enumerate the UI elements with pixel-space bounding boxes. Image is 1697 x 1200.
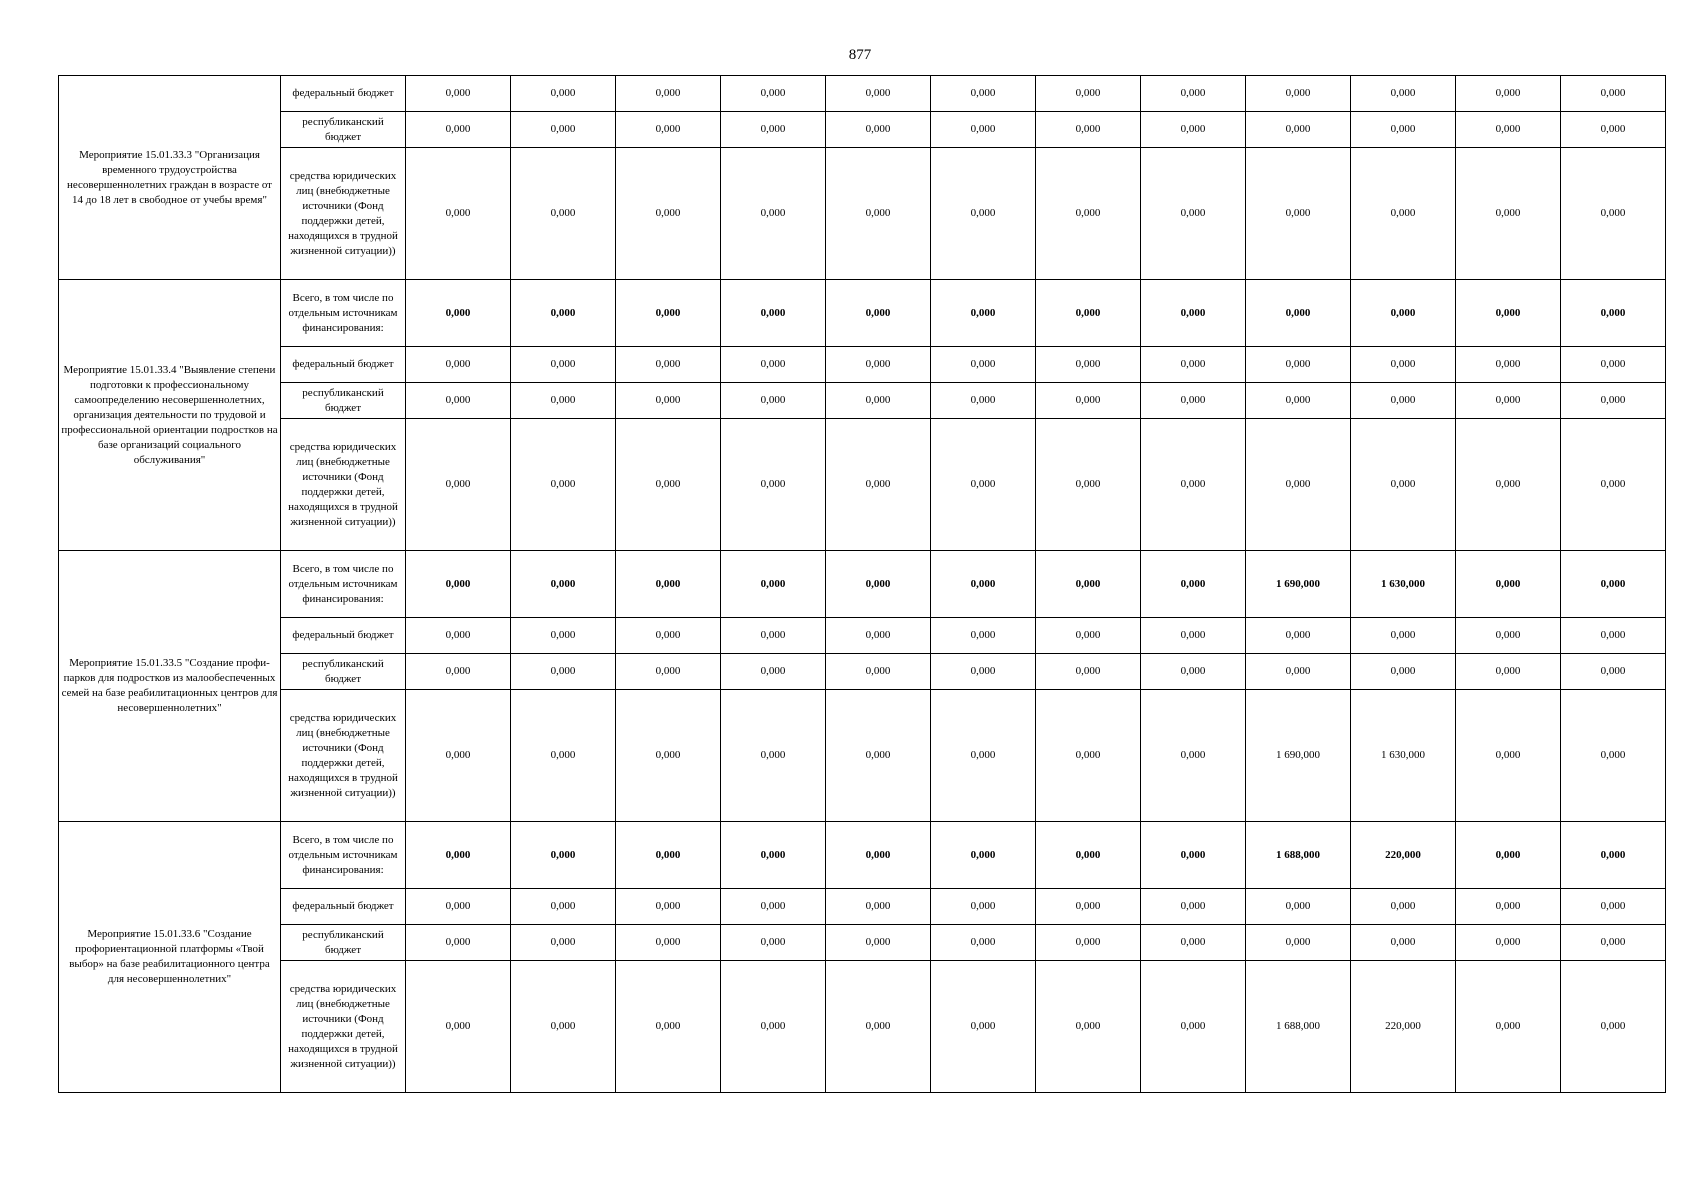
total-value-cell: 0,000	[931, 280, 1036, 347]
value-cell: 0,000	[1246, 76, 1351, 112]
value-cell: 0,000	[826, 654, 931, 690]
value-cell: 0,000	[931, 112, 1036, 148]
value-cell: 0,000	[721, 383, 826, 419]
total-value-cell: 0,000	[1036, 551, 1141, 618]
value-cell: 0,000	[721, 654, 826, 690]
table-row	[59, 889, 1666, 925]
value-cell: 0,000	[1351, 347, 1456, 383]
value-cell: 0,000	[1456, 889, 1561, 925]
total-value-cell: 0,000	[1141, 551, 1246, 618]
table-row	[59, 76, 1666, 112]
value-cell: 0,000	[406, 961, 511, 1093]
total-value-cell: 0,000	[721, 551, 826, 618]
value-cell: 0,000	[1036, 889, 1141, 925]
value-cell: 0,000	[1141, 618, 1246, 654]
value-cell: 0,000	[1561, 654, 1666, 690]
value-cell: 0,000	[616, 347, 721, 383]
value-cell: 0,000	[511, 419, 616, 551]
value-cell: 0,000	[931, 148, 1036, 280]
value-cell: 0,000	[1141, 112, 1246, 148]
value-cell: 0,000	[931, 76, 1036, 112]
value-cell: 0,000	[1456, 347, 1561, 383]
value-cell: 0,000	[1561, 148, 1666, 280]
value-cell: 0,000	[616, 961, 721, 1093]
measure-cell	[59, 551, 281, 822]
value-cell: 0,000	[1246, 618, 1351, 654]
total-value-cell: 0,000	[1456, 822, 1561, 889]
total-value-cell: 0,000	[616, 280, 721, 347]
value-cell: 0,000	[1561, 889, 1666, 925]
funding-source-cell: Всего, в том числе по отдельным источникам финансирования:	[281, 551, 406, 618]
total-value-cell: 1 630,000	[1351, 551, 1456, 618]
table-row	[59, 419, 1666, 551]
value-cell: 0,000	[1561, 618, 1666, 654]
value-cell: 220,000	[1351, 961, 1456, 1093]
value-cell: 0,000	[406, 889, 511, 925]
value-cell: 0,000	[1036, 925, 1141, 961]
value-cell: 0,000	[721, 148, 826, 280]
value-cell: 0,000	[511, 925, 616, 961]
value-cell: 0,000	[616, 925, 721, 961]
value-cell: 0,000	[1561, 76, 1666, 112]
total-value-cell: 0,000	[406, 822, 511, 889]
value-cell: 0,000	[721, 925, 826, 961]
funding-source-cell: федеральный бюджет	[281, 618, 406, 654]
value-cell: 0,000	[721, 961, 826, 1093]
value-cell: 0,000	[826, 148, 931, 280]
value-cell: 0,000	[616, 76, 721, 112]
value-cell: 0,000	[1561, 419, 1666, 551]
total-value-cell: 0,000	[1036, 280, 1141, 347]
value-cell: 0,000	[1036, 383, 1141, 419]
value-cell: 0,000	[511, 654, 616, 690]
value-cell: 0,000	[1351, 148, 1456, 280]
value-cell: 0,000	[1561, 690, 1666, 822]
funding-source-cell: республиканский бюджет	[281, 112, 406, 148]
value-cell: 0,000	[1036, 654, 1141, 690]
value-cell: 0,000	[826, 347, 931, 383]
funding-source-cell: республиканский бюджет	[281, 925, 406, 961]
total-value-cell: 0,000	[406, 280, 511, 347]
total-value-cell: 0,000	[1246, 280, 1351, 347]
value-cell: 0,000	[406, 383, 511, 419]
value-cell: 0,000	[721, 419, 826, 551]
value-cell: 0,000	[1036, 112, 1141, 148]
value-cell: 0,000	[1246, 925, 1351, 961]
value-cell: 0,000	[1141, 654, 1246, 690]
total-value-cell: 0,000	[616, 551, 721, 618]
value-cell: 0,000	[826, 690, 931, 822]
table-row	[59, 822, 1666, 889]
value-cell: 0,000	[1351, 654, 1456, 690]
value-cell: 0,000	[1246, 112, 1351, 148]
total-value-cell: 0,000	[1141, 280, 1246, 347]
value-cell: 0,000	[1246, 347, 1351, 383]
total-value-cell: 0,000	[511, 551, 616, 618]
value-cell: 0,000	[1456, 925, 1561, 961]
measure-cell	[59, 280, 281, 551]
funding-source-cell: федеральный бюджет	[281, 889, 406, 925]
value-cell: 0,000	[721, 618, 826, 654]
total-value-cell: 0,000	[931, 551, 1036, 618]
total-value-cell: 0,000	[1351, 280, 1456, 347]
value-cell: 0,000	[721, 690, 826, 822]
value-cell: 0,000	[1036, 618, 1141, 654]
table-row	[59, 961, 1666, 1093]
value-cell: 0,000	[1141, 690, 1246, 822]
value-cell: 0,000	[616, 419, 721, 551]
total-value-cell: 0,000	[721, 822, 826, 889]
total-value-cell: 1 688,000	[1246, 822, 1351, 889]
value-cell: 0,000	[826, 618, 931, 654]
value-cell: 0,000	[616, 618, 721, 654]
funding-source-cell: средства юридических лиц (внебюджетные источники (Фонд поддержки детей, находящихся в трудной жизненной ситуации))	[281, 961, 406, 1093]
value-cell: 0,000	[406, 925, 511, 961]
value-cell: 0,000	[826, 961, 931, 1093]
total-value-cell: 1 690,000	[1246, 551, 1351, 618]
total-value-cell: 0,000	[1141, 822, 1246, 889]
value-cell: 0,000	[826, 76, 931, 112]
table-row	[59, 347, 1666, 383]
table-row	[59, 551, 1666, 618]
value-cell: 0,000	[1246, 148, 1351, 280]
value-cell: 0,000	[1036, 961, 1141, 1093]
value-cell: 0,000	[1141, 383, 1246, 419]
value-cell: 0,000	[511, 690, 616, 822]
total-value-cell: 0,000	[1561, 822, 1666, 889]
value-cell: 0,000	[1351, 112, 1456, 148]
value-cell: 0,000	[826, 889, 931, 925]
value-cell: 0,000	[1351, 925, 1456, 961]
value-cell: 0,000	[616, 383, 721, 419]
value-cell: 0,000	[1036, 690, 1141, 822]
value-cell: 0,000	[931, 618, 1036, 654]
value-cell: 0,000	[1141, 148, 1246, 280]
value-cell: 0,000	[931, 889, 1036, 925]
budget-table	[58, 75, 1666, 1093]
value-cell: 0,000	[931, 347, 1036, 383]
value-cell: 0,000	[1351, 76, 1456, 112]
value-cell: 0,000	[1456, 961, 1561, 1093]
total-value-cell: 0,000	[1456, 280, 1561, 347]
value-cell: 0,000	[931, 925, 1036, 961]
value-cell: 0,000	[1561, 383, 1666, 419]
funding-source-cell: средства юридических лиц (внебюджетные источники (Фонд поддержки детей, находящихся в трудной жизненной ситуации))	[281, 148, 406, 280]
value-cell: 0,000	[1351, 618, 1456, 654]
total-value-cell: 0,000	[826, 822, 931, 889]
total-value-cell: 0,000	[1561, 280, 1666, 347]
total-value-cell: 0,000	[406, 551, 511, 618]
funding-source-cell: федеральный бюджет	[281, 76, 406, 112]
total-value-cell: 0,000	[511, 280, 616, 347]
total-value-cell: 0,000	[1561, 551, 1666, 618]
table-row	[59, 654, 1666, 690]
value-cell: 0,000	[406, 654, 511, 690]
value-cell: 0,000	[1561, 112, 1666, 148]
value-cell: 0,000	[826, 925, 931, 961]
value-cell: 0,000	[1036, 148, 1141, 280]
value-cell: 0,000	[1456, 148, 1561, 280]
value-cell: 0,000	[1456, 690, 1561, 822]
value-cell: 0,000	[1246, 889, 1351, 925]
total-value-cell: 0,000	[1456, 551, 1561, 618]
value-cell: 0,000	[616, 148, 721, 280]
value-cell: 0,000	[406, 148, 511, 280]
value-cell: 0,000	[931, 383, 1036, 419]
value-cell: 0,000	[406, 76, 511, 112]
total-value-cell: 0,000	[721, 280, 826, 347]
value-cell: 0,000	[721, 347, 826, 383]
funding-source-cell: Всего, в том числе по отдельным источникам финансирования:	[281, 822, 406, 889]
value-cell: 0,000	[721, 889, 826, 925]
value-cell: 0,000	[721, 112, 826, 148]
value-cell: 0,000	[406, 112, 511, 148]
value-cell: 0,000	[1561, 925, 1666, 961]
value-cell: 0,000	[931, 961, 1036, 1093]
measure-title: Мероприятие 15.01.33.3 "Организация временного трудоустройства несовершеннолетних граждан в возрасте от 14 до 18 лет в свободное от учебы время"	[66, 148, 272, 206]
value-cell: 1 630,000	[1351, 690, 1456, 822]
value-cell: 0,000	[511, 76, 616, 112]
funding-source-cell: республиканский бюджет	[281, 383, 406, 419]
value-cell: 0,000	[1141, 889, 1246, 925]
value-cell: 0,000	[1246, 654, 1351, 690]
value-cell: 1 690,000	[1246, 690, 1351, 822]
measure-title: Мероприятие 15.01.33.6 "Создание профориентационной платформы «Твой выбор» на базе реабилитационного центра для несовершеннолетних"	[69, 928, 270, 985]
value-cell: 0,000	[406, 690, 511, 822]
value-cell: 0,000	[931, 654, 1036, 690]
value-cell: 0,000	[511, 112, 616, 148]
funding-source-cell: республиканский бюджет	[281, 654, 406, 690]
value-cell: 0,000	[1141, 925, 1246, 961]
measure-title: Мероприятие 15.01.33.5 "Создание профи-парков для подростков из малообеспеченных семей на базе реабилитационных центров для несовершеннолетних"	[61, 657, 278, 714]
value-cell: 0,000	[1141, 419, 1246, 551]
total-value-cell: 0,000	[826, 280, 931, 347]
value-cell: 0,000	[826, 112, 931, 148]
value-cell: 0,000	[406, 618, 511, 654]
value-cell: 0,000	[616, 889, 721, 925]
value-cell: 0,000	[1036, 76, 1141, 112]
value-cell: 1 688,000	[1246, 961, 1351, 1093]
value-cell: 0,000	[1246, 383, 1351, 419]
measure-cell	[59, 822, 281, 1093]
value-cell: 0,000	[1351, 419, 1456, 551]
total-value-cell: 0,000	[511, 822, 616, 889]
value-cell: 0,000	[511, 148, 616, 280]
value-cell: 0,000	[1246, 419, 1351, 551]
value-cell: 0,000	[1561, 347, 1666, 383]
value-cell: 0,000	[1141, 347, 1246, 383]
total-value-cell: 0,000	[931, 822, 1036, 889]
value-cell: 0,000	[931, 690, 1036, 822]
measure-cell	[59, 76, 281, 280]
measure-title: Мероприятие 15.01.33.4 "Выявление степени подготовки к профессиональному самоопределению несовершеннолетних, организация деятельности по трудовой и профессиональной ориентации подростков на базе организаций социального обслуживания"	[61, 363, 278, 466]
value-cell: 0,000	[1141, 76, 1246, 112]
value-cell: 0,000	[406, 347, 511, 383]
value-cell: 0,000	[511, 383, 616, 419]
funding-source-cell: федеральный бюджет	[281, 347, 406, 383]
table-row	[59, 618, 1666, 654]
value-cell: 0,000	[826, 419, 931, 551]
table-row	[59, 112, 1666, 148]
value-cell: 0,000	[1351, 889, 1456, 925]
value-cell: 0,000	[511, 347, 616, 383]
value-cell: 0,000	[1456, 419, 1561, 551]
value-cell: 0,000	[1351, 383, 1456, 419]
value-cell: 0,000	[616, 112, 721, 148]
value-cell: 0,000	[1456, 76, 1561, 112]
table-row	[59, 280, 1666, 347]
value-cell: 0,000	[1561, 961, 1666, 1093]
table-row	[59, 690, 1666, 822]
value-cell: 0,000	[406, 419, 511, 551]
value-cell: 0,000	[616, 654, 721, 690]
total-value-cell: 0,000	[1036, 822, 1141, 889]
total-value-cell: 220,000	[1351, 822, 1456, 889]
value-cell: 0,000	[1456, 654, 1561, 690]
total-value-cell: 0,000	[616, 822, 721, 889]
value-cell: 0,000	[616, 690, 721, 822]
value-cell: 0,000	[1456, 383, 1561, 419]
value-cell: 0,000	[511, 889, 616, 925]
value-cell: 0,000	[826, 383, 931, 419]
value-cell: 0,000	[721, 76, 826, 112]
table-row	[59, 148, 1666, 280]
value-cell: 0,000	[511, 961, 616, 1093]
value-cell: 0,000	[1141, 961, 1246, 1093]
page-number: 877	[848, 47, 872, 63]
value-cell: 0,000	[1036, 419, 1141, 551]
value-cell: 0,000	[1456, 618, 1561, 654]
value-cell: 0,000	[1456, 112, 1561, 148]
value-cell: 0,000	[931, 419, 1036, 551]
funding-source-cell: средства юридических лиц (внебюджетные источники (Фонд поддержки детей, находящихся в трудной жизненной ситуации))	[281, 690, 406, 822]
budget-table-body	[59, 76, 1666, 1093]
total-value-cell: 0,000	[826, 551, 931, 618]
funding-source-cell: средства юридических лиц (внебюджетные источники (Фонд поддержки детей, находящихся в трудной жизненной ситуации))	[281, 419, 406, 551]
funding-source-cell: Всего, в том числе по отдельным источникам финансирования:	[281, 280, 406, 347]
value-cell: 0,000	[511, 618, 616, 654]
table-row	[59, 925, 1666, 961]
table-row	[59, 383, 1666, 419]
value-cell: 0,000	[1036, 347, 1141, 383]
